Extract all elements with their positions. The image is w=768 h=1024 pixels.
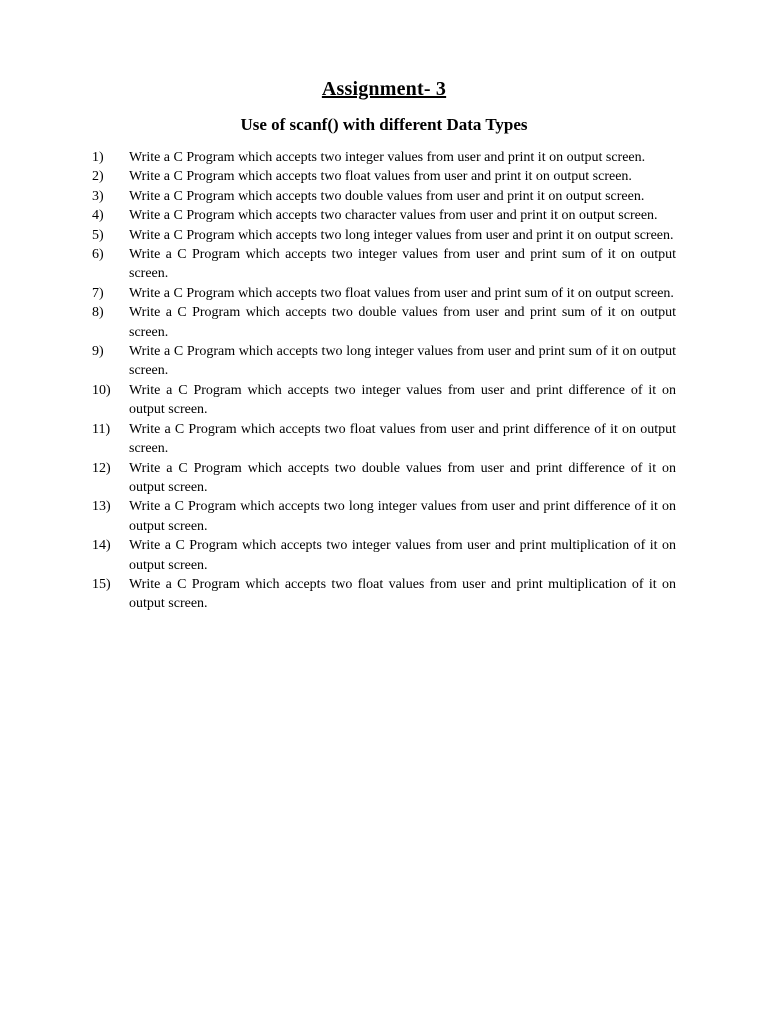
item-number: 9): [92, 344, 104, 360]
list-item: [92, 342, 676, 381]
item-text: Write a C Program which accepts two double values from user and print it on output screen.: [129, 188, 645, 204]
item-text: Write a C Program which accepts two integer values from user and print sum of it on output screen.: [129, 247, 676, 282]
page-subtitle: Use of scanf() with different Data Types: [240, 115, 528, 134]
page-title: Assignment- 3: [321, 78, 447, 100]
item-number: 15): [92, 576, 111, 592]
item-number: 4): [92, 208, 104, 224]
item-text: Write a C Program which accepts two long integer values from user and print difference of it on output screen.: [129, 499, 676, 534]
item-number: 2): [92, 169, 104, 185]
list-item: [92, 148, 676, 167]
item-text: Write a C Program which accepts two integer values from user and print multiplication of it on output screen.: [129, 538, 676, 573]
item-text: Write a C Program which accepts two float values from user and print sum of it on output screen.: [129, 285, 674, 301]
item-text: Write a C Program which accepts two long integer values from user and print it on output screen.: [129, 227, 674, 243]
item-number: 7): [92, 285, 104, 301]
list-item: [92, 303, 676, 342]
list-item: [92, 284, 676, 303]
item-number: 11): [92, 421, 111, 437]
item-text: Write a C Program which accepts two integer values from user and print difference of it on output screen.: [129, 382, 676, 418]
list-item: [92, 536, 676, 575]
assignment-list: [92, 148, 676, 614]
list-item: [92, 206, 676, 225]
item-number: 10): [92, 382, 111, 398]
item-number: 12): [92, 460, 111, 476]
item-number: 1): [92, 150, 104, 165]
item-text: Write a C Program which accepts two float values from user and print it on output screen.: [129, 169, 632, 185]
item-number: 5): [92, 227, 104, 243]
list-item: [92, 459, 676, 498]
list-item: [92, 381, 676, 420]
item-text: Write a C Program which accepts two double values from user and print difference of it on output screen.: [129, 460, 676, 495]
item-text: Write a C Program which accepts two float values from user and print difference of it on output screen.: [129, 421, 676, 457]
item-text: Write a C Program which accepts two long integer values from user and print sum of it on output screen.: [129, 344, 676, 379]
item-text: Write a C Program which accepts two double values from user and print sum of it on output screen.: [129, 305, 676, 340]
list-item: [92, 226, 676, 245]
item-text: Write a C Program which accepts two float values from user and print multiplication of it on output screen.: [129, 576, 676, 612]
item-number: 6): [92, 247, 104, 263]
item-number: 3): [92, 188, 104, 204]
list-item: [92, 167, 676, 186]
item-text: Write a C Program which accepts two integer values from user and print it on output screen.: [129, 150, 646, 165]
list-item: [92, 575, 676, 614]
item-number: 8): [92, 305, 104, 321]
item-text: Write a C Program which accepts two character values from user and print it on output screen.: [129, 208, 658, 224]
item-number: 14): [92, 538, 111, 554]
list-item: [92, 420, 676, 459]
list-item: [92, 187, 676, 206]
item-number: 13): [92, 499, 111, 515]
list-item: [92, 245, 676, 284]
list-item: [92, 497, 676, 536]
